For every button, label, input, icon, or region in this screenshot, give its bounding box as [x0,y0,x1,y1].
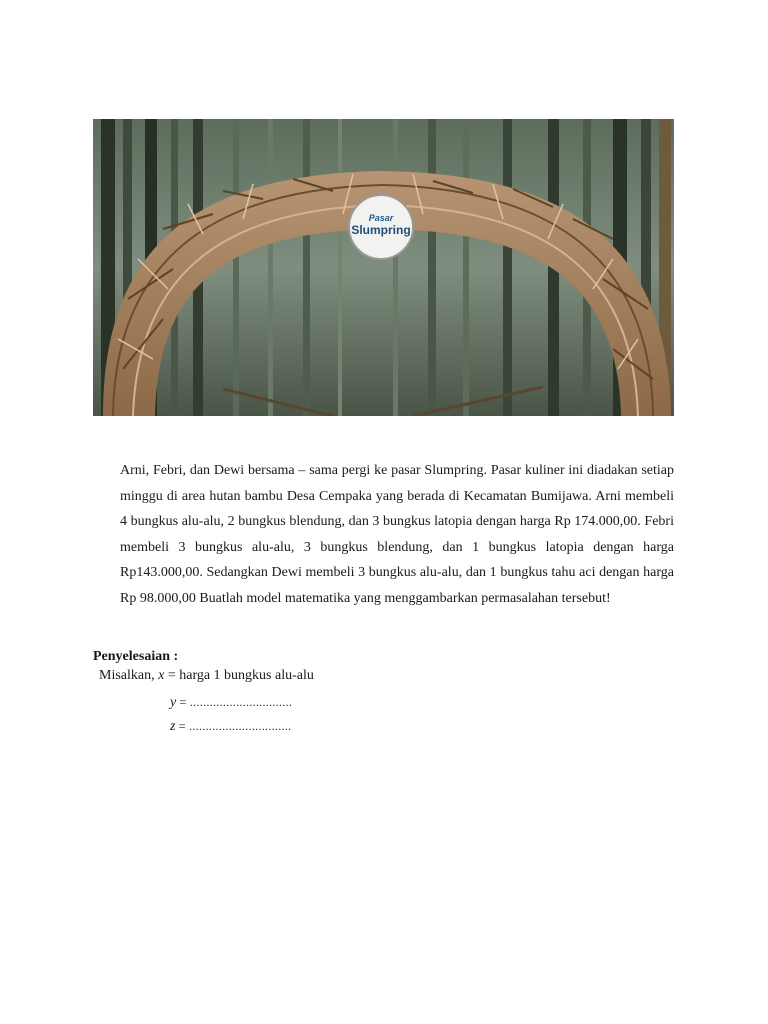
pasar-slumpring-photo [93,119,674,416]
sign-line-2: Slumpring [351,223,411,237]
z-variable: z [170,719,176,734]
z-definition-blank: = ............................... [175,719,292,733]
x-definition: = harga 1 bungkus alu-alu [164,668,314,683]
problem-paragraph: Arni, Febri, dan Dewi bersama – sama pergi ke pasar Slumpring. Pasar kuliner ini diadakan setiap minggu di area hutan bambu Desa Cempaka yang berada di Kecamatan Bumijawa. Arni membeli 4 bungkus alu-alu, 2 bungkus blendung, dan 3 bungkus latopia dengan harga Rp 174.000,00. Febri membeli 3 bungkus alu-alu, 3 bungkus blendung, dan 1 bungkus latopia dengan harga Rp143.000,00. Sedangkan Dewi membeli 3 bungkus alu-alu, dan 1 bungkus tahu aci dengan harga Rp 98.000,00 Buatlah model matematika yang menggambarkan permasalahan tersebut! [120,463,674,606]
solution-heading: Penyelesaian : [93,649,179,664]
sign-line-1: Pasar [368,213,394,223]
pasar-slumpring-sign [349,195,413,259]
y-definition-blank: = ............................... [176,695,293,709]
photo-illustration [93,119,674,416]
x-variable: x [158,668,165,683]
let-z-line [170,719,291,735]
let-x-line [99,668,314,684]
let-prefix: Misalkan, [99,668,159,683]
y-variable: y [170,695,177,710]
let-y-line [170,695,292,711]
